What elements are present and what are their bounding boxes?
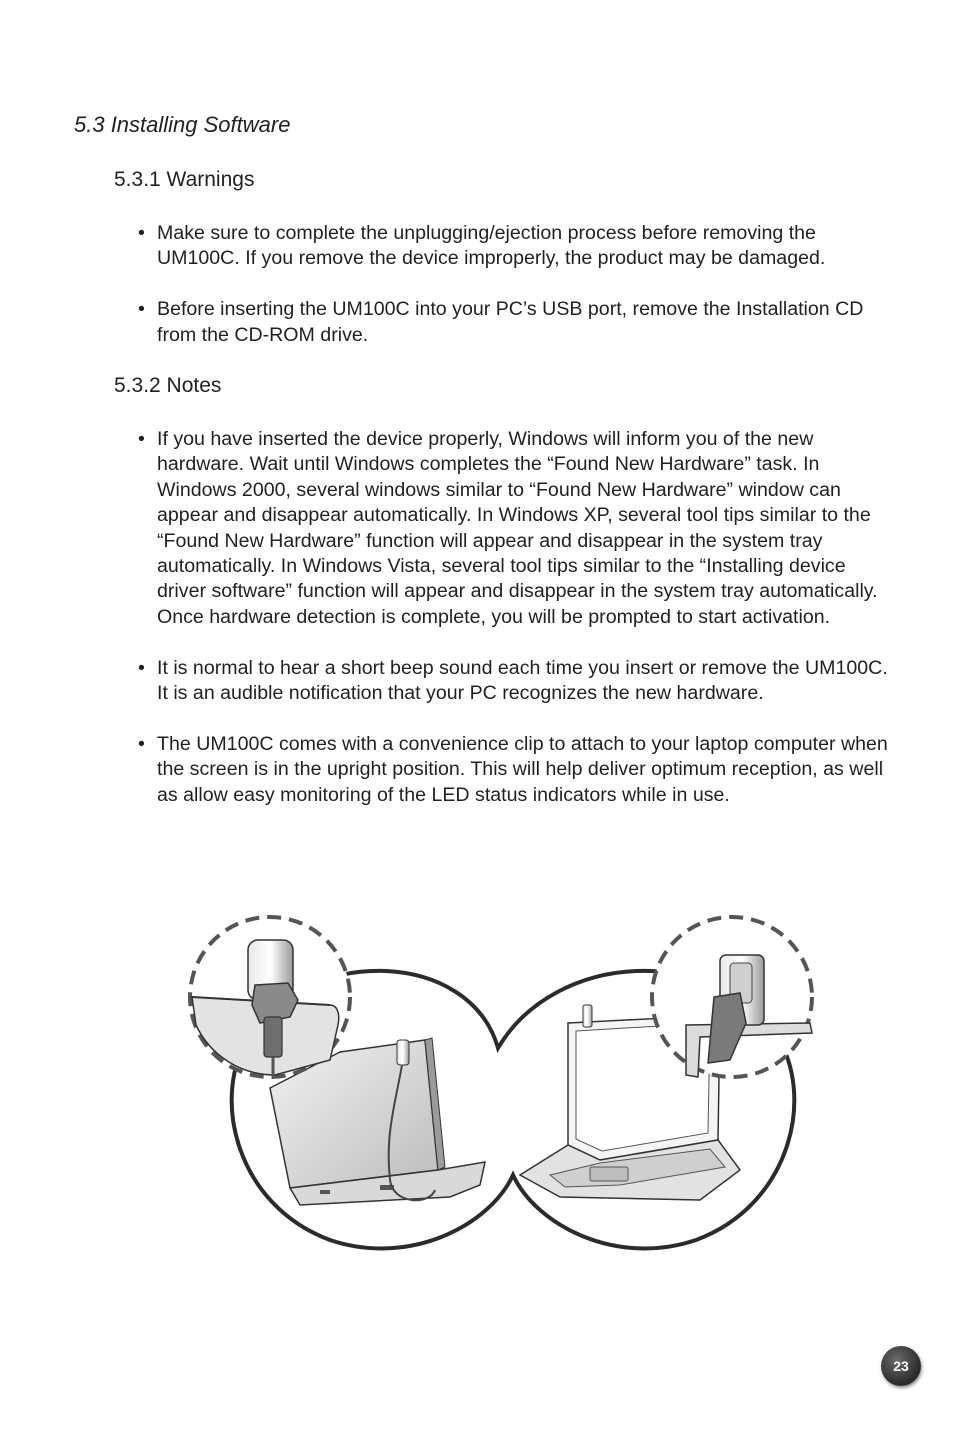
bullet-icon: • [138, 656, 145, 679]
notes-list [138, 427, 898, 833]
section-title: 5.3 Installing Software [74, 112, 291, 137]
note-item [138, 656, 898, 707]
warning-text: Before inserting the UM100C into your PC’s USB port, remove the Installation CD from the CD-ROM drive. [157, 298, 864, 346]
bullet-icon: • [138, 428, 145, 450]
note-text: It is normal to hear a short beep sound each time you insert or remove the UM100C. It is an audible notification that your PC recognizes the new hardware. [157, 656, 888, 705]
zoom-circle-left [190, 917, 350, 1077]
notes-heading: 5.3.2 Notes [114, 374, 222, 397]
note-item [138, 732, 898, 808]
bullet-icon: • [138, 732, 145, 755]
page-number-badge: 23 [881, 1346, 921, 1386]
note-text: The UM100C comes with a convenience clip to attach to your laptop computer when the screen is in the upright position. This will help deliver optimum reception, as well as allow easy monitoring of the LED status indicators while in use. [157, 732, 888, 806]
warnings-heading: 5.3.1 Warnings [114, 168, 255, 191]
bullet-icon: • [138, 298, 145, 321]
note-text: If you have inserted the device properly, Windows will inform you of the new hardware. Wait until Windows completes the “Found New Hardware” task. In Windows 2000, several windows similar to “Found New Hardware” window can appear and disappear automatically. In Windows XP, several tool tips similar to the “Found New Hardware” function will appear and disappear in the system tray automatically. In Windows Vista, several tool tips similar to the “Installing device driver software” function will appear and disappear in the system tray automatically. Once hardware detection is complete, you will be prompted to start activation. [157, 428, 878, 628]
warning-text: Make sure to complete the unplugging/ejection process before removing the UM100C. If you remove the device improperly, the product may be damaged. [157, 222, 826, 270]
warning-item [138, 297, 898, 348]
warnings-list [138, 221, 898, 373]
note-item [138, 427, 898, 630]
bullet-icon: • [138, 222, 145, 244]
laptop-clip-illustration [180, 905, 830, 1255]
warning-item [138, 221, 898, 272]
zoom-circle-right [652, 917, 812, 1077]
